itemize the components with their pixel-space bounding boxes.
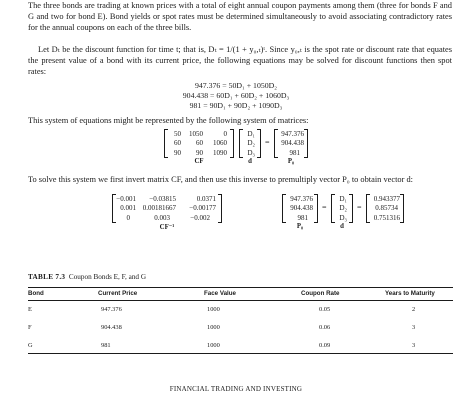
- cell-bond: G: [28, 342, 33, 349]
- cell-price: 947.376: [101, 306, 122, 313]
- matrix-cf: [164, 129, 234, 158]
- matrix-cf-inverse: [112, 194, 222, 223]
- vector-p0-2: [282, 194, 318, 223]
- cf-cell: 1050: [189, 130, 203, 138]
- cfinv-cell: 0.003: [154, 213, 170, 222]
- header-current-price: Current Price: [98, 290, 138, 297]
- cell-years: 2: [412, 306, 416, 313]
- header-coupon-rate: Coupon Rate: [301, 290, 340, 297]
- cfinv-cell: 0: [126, 213, 130, 222]
- cfinv-cell: −0.03815: [149, 195, 176, 203]
- label-d-2: d: [340, 223, 344, 230]
- cell-price: 904.438: [101, 324, 122, 331]
- cell-price: 981: [101, 342, 111, 349]
- equals-sign: =: [265, 138, 270, 147]
- cf-cell: 60: [174, 139, 181, 148]
- equals-sign: =: [357, 203, 362, 212]
- equation-2: 904.438 = 60D₁ + 60D₂ + 1060D₃: [182, 91, 290, 100]
- table-caption-label: TABLE 7.3: [28, 273, 66, 281]
- p0-cell: 947.376: [290, 195, 313, 203]
- cell-bond: E: [28, 306, 32, 313]
- table-caption-text: Coupon Bonds E, F, and G: [68, 273, 147, 281]
- d-cell: D₂: [339, 204, 347, 213]
- paragraph-bonds-intro: The three bonds are trading at known prices with a total of eight annual coupon payments among them (three for bonds F and G and two for bond E). Bond yields or spot rates must be determined simultaneously to avoid associating contradictory rates for the annual coupons on each of the three bills.: [28, 1, 452, 32]
- equation-1: 947.376 = 50D₁ + 1050D₂: [194, 81, 278, 90]
- cf-cell: 50: [174, 130, 181, 138]
- cfinv-cell: −0.00177: [189, 204, 216, 213]
- vector-result: [366, 194, 404, 223]
- cfinv-cell: −0.002: [190, 213, 210, 222]
- label-p0-2: P₀: [296, 223, 304, 230]
- paragraph-matrix-system: This system of equations might be represented by the following system of matrices:: [28, 116, 309, 125]
- cf-cell: 90: [174, 148, 181, 157]
- equals-sign: =: [322, 203, 327, 212]
- cfinv-cell: 0.00181667: [142, 204, 176, 213]
- result-cell: 0.943377: [373, 195, 400, 203]
- cell-years: 3: [412, 342, 416, 349]
- cell-bond: F: [28, 324, 32, 331]
- header-years-to-maturity: Years to Maturity: [385, 290, 435, 297]
- cfinv-cell: −0.001: [116, 195, 136, 203]
- table-header-rule: [28, 300, 453, 301]
- cf-cell: 1090: [213, 148, 227, 157]
- p0-cell: 981: [297, 213, 308, 222]
- result-cell: 0.85734: [375, 204, 398, 213]
- cell-coupon: 0.09: [319, 342, 331, 349]
- label-p0: P₀: [287, 158, 295, 165]
- paragraph-discount-function: Let Dₜ be the discount function for time t; that is, Dₜ = 1/(1 + y₀,ₜ)ᵗ. Since y₀,ₜ is the spot rate or discount rate that equates the present value of a bond with its current price, the following equations may be solved for discount functions then spot rates:: [28, 45, 452, 76]
- d-cell: D₁: [247, 130, 255, 138]
- p0-cell: 904.438: [281, 139, 304, 148]
- d-cell: D₃: [247, 148, 255, 157]
- label-cf-inverse: CF⁻¹: [159, 224, 175, 231]
- equation-3: 981 = 90D₁ + 90D₂ + 1090D₃: [189, 101, 283, 110]
- p0-cell: 981: [289, 148, 300, 157]
- d-cell: D₃: [339, 213, 347, 222]
- cell-face: 1000: [207, 306, 220, 313]
- header-face-value: Face Value: [204, 290, 236, 297]
- cf-cell: 1060: [213, 139, 227, 148]
- label-cf: CF: [194, 158, 204, 165]
- d-cell: D₂: [247, 139, 255, 148]
- cell-years: 3: [412, 324, 416, 331]
- cell-face: 1000: [207, 342, 220, 349]
- result-cell: 0.751316: [373, 213, 400, 222]
- cell-coupon: 0.06: [319, 324, 331, 331]
- table-top-rule: [28, 287, 453, 288]
- p0-cell: 947.376: [281, 130, 304, 138]
- cfinv-cell: 0.001: [120, 204, 136, 213]
- d-cell: D₁: [339, 195, 347, 203]
- table-bottom-rule: [28, 353, 453, 354]
- header-bond: Bond: [28, 290, 44, 297]
- paragraph-invert: To solve this system we first invert matrix CF, and then use this inverse to premultiply vector P₀ to obtain vector d:: [28, 175, 413, 184]
- cf-cell: 60: [196, 139, 203, 148]
- vector-d: [239, 129, 261, 158]
- vector-p0: [274, 129, 308, 158]
- cf-cell: 0: [223, 130, 227, 138]
- label-d: d: [248, 158, 252, 165]
- cell-face: 1000: [207, 324, 220, 331]
- cf-cell: 90: [196, 148, 203, 157]
- vector-d-2: [331, 194, 353, 223]
- running-footer: FINANCIAL TRADING AND INVESTING: [169, 385, 303, 393]
- cfinv-cell: 0.0371: [196, 195, 216, 203]
- cell-coupon: 0.05: [319, 306, 331, 313]
- table-caption: [28, 273, 146, 281]
- p0-cell: 904.438: [290, 204, 313, 213]
